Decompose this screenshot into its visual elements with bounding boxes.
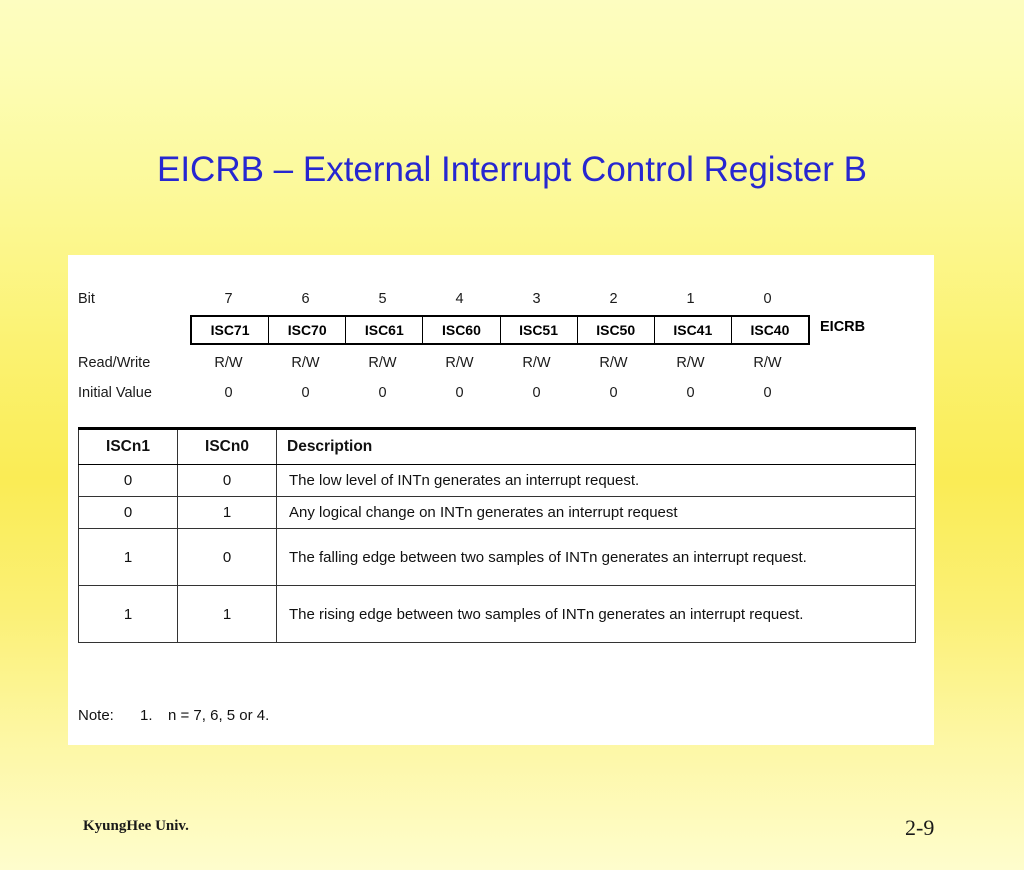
description-table bbox=[78, 427, 916, 643]
bit-number: 7 bbox=[224, 291, 233, 307]
note-text: n = 7, 6, 5 or 4. bbox=[168, 707, 270, 724]
read-write-value: R/W bbox=[214, 355, 243, 371]
column-header-description: Description bbox=[277, 429, 916, 465]
read-write-value: R/W bbox=[368, 355, 397, 371]
table-note bbox=[78, 707, 269, 724]
initial-value-row-label: Initial Value bbox=[78, 385, 152, 401]
table-row bbox=[79, 586, 916, 643]
footer-affiliation: KyungHee Univ. bbox=[83, 818, 189, 834]
register-figure bbox=[68, 255, 934, 745]
bit-field: ISC60 bbox=[423, 317, 500, 343]
cell-iscn1: 1 bbox=[79, 529, 178, 586]
bit-field: ISC40 bbox=[750, 322, 790, 338]
bit-number: 2 bbox=[609, 291, 618, 307]
bit-map-table bbox=[78, 271, 888, 411]
read-write-value: R/W bbox=[753, 355, 782, 371]
column-header-iscn0: ISCn0 bbox=[178, 429, 277, 465]
column-header-iscn1: ISCn1 bbox=[79, 429, 178, 465]
cell-iscn0: 0 bbox=[178, 529, 277, 586]
cell-iscn1: 0 bbox=[79, 465, 178, 497]
cell-description: The low level of INTn generates an interrupt request. bbox=[277, 465, 916, 497]
bit-field: ISC41 bbox=[655, 317, 732, 343]
read-write-value: R/W bbox=[599, 355, 628, 371]
bit-field: ISC70 bbox=[269, 317, 346, 343]
initial-value: 0 bbox=[609, 385, 618, 401]
note-number: 1. bbox=[140, 707, 153, 724]
bit-number: 4 bbox=[455, 291, 464, 307]
table-row bbox=[79, 465, 916, 497]
register-bit-boxes bbox=[190, 315, 810, 345]
table-row bbox=[79, 497, 916, 529]
register-name-label: EICRB bbox=[820, 319, 866, 335]
cell-iscn1: 0 bbox=[79, 497, 178, 529]
read-write-value: R/W bbox=[676, 355, 705, 371]
read-write-value: R/W bbox=[522, 355, 551, 371]
cell-description: The falling edge between two samples of INTn generates an interrupt request. bbox=[277, 529, 916, 586]
note-label: Note: bbox=[78, 707, 114, 724]
cell-iscn0: 1 bbox=[178, 497, 277, 529]
bit-field: ISC51 bbox=[501, 317, 578, 343]
table-header-row bbox=[79, 429, 916, 465]
table-row bbox=[79, 529, 916, 586]
bit-field: ISC50 bbox=[578, 317, 655, 343]
initial-value: 0 bbox=[224, 385, 233, 401]
bit-number: 5 bbox=[378, 291, 387, 307]
bit-field: ISC71 bbox=[192, 317, 269, 343]
bit-field: ISC61 bbox=[346, 317, 423, 343]
read-write-row-label: Read/Write bbox=[78, 355, 151, 371]
initial-value: 0 bbox=[301, 385, 310, 401]
bit-row-label: Bit bbox=[78, 291, 95, 307]
cell-iscn0: 1 bbox=[178, 586, 277, 643]
cell-description: Any logical change on INTn generates an interrupt request bbox=[277, 497, 916, 529]
read-write-value: R/W bbox=[445, 355, 474, 371]
initial-value: 0 bbox=[455, 385, 464, 401]
cell-iscn0: 0 bbox=[178, 465, 277, 497]
cell-iscn1: 1 bbox=[79, 586, 178, 643]
bit-number: 0 bbox=[763, 291, 772, 307]
slide-number: 2-9 bbox=[905, 815, 935, 840]
bit-number: 6 bbox=[301, 291, 310, 307]
initial-value: 0 bbox=[686, 385, 695, 401]
initial-value: 0 bbox=[532, 385, 541, 401]
cell-description: The rising edge between two samples of INTn generates an interrupt request. bbox=[277, 586, 916, 643]
page-title: EICRB – External Interrupt Control Register B bbox=[156, 150, 867, 189]
bit-number: 1 bbox=[686, 291, 695, 307]
read-write-value: R/W bbox=[291, 355, 320, 371]
bit-number: 3 bbox=[532, 291, 541, 307]
initial-value: 0 bbox=[378, 385, 387, 401]
initial-value: 0 bbox=[763, 385, 772, 401]
